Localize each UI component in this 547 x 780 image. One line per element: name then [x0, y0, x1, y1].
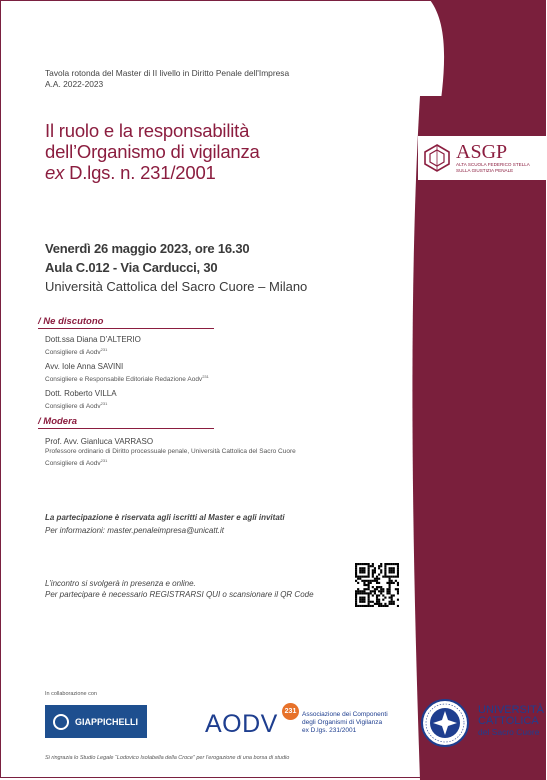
register-line-2[interactable]: Per partecipare è necessario REGISTRARSI QUI o scansionare il QR Code — [45, 590, 314, 599]
contact-email[interactable]: Per informazioni: master.penaleimpresa@unicatt.it — [45, 526, 225, 535]
giappichelli-logo — [45, 705, 147, 738]
discussant-role — [45, 345, 141, 357]
aodv-desc-3: ex D.lgs. 231/2001 — [302, 727, 357, 734]
page-title — [45, 120, 260, 183]
collab-label: In collaborazione con — [45, 691, 97, 697]
ucsc-line-3: del Sacro Cuore — [478, 727, 540, 737]
band-curve — [398, 96, 428, 780]
register-line-1: L’incontro si svolgerà in presenza e online. — [45, 579, 196, 588]
event-date: Venerdì 26 maggio 2023, ore 16.30 — [45, 241, 250, 256]
moderator-role-1: Professore ordinario di Diritto processuale penale, Università Cattolica del Sacro Cuore — [45, 448, 296, 455]
asgp-logo — [418, 136, 546, 180]
asgp-line2: SULLA GIUSTIZIA PENALE — [456, 168, 514, 173]
qr-code-icon — [355, 563, 399, 607]
aodv-badge: 231 — [282, 703, 299, 720]
discussant-name: Dott.ssa Diana D’ALTERIO — [45, 335, 141, 344]
title-line-1: Il ruolo e la responsabilità — [45, 120, 250, 141]
moderator-heading: / Modera — [38, 416, 78, 427]
asgp-line1: ALTA SCUOLA FEDERICO STELLA — [456, 162, 530, 167]
giappichelli-icon — [53, 714, 69, 730]
discussants-heading-text: Ne discutono — [43, 316, 104, 327]
ucsc-seal-icon — [420, 698, 470, 748]
discussant-role-text: Consigliere di Aodv — [45, 349, 101, 357]
discussant-role-text: Consigliere di Aodv — [45, 403, 101, 411]
moderator-role-2-text: Consigliere di Aodv — [45, 460, 101, 468]
aodv-logo-text: AODV — [205, 710, 278, 738]
giappichelli-text: GIAPPICHELLI — [75, 716, 139, 727]
title-line-3 — [45, 162, 260, 183]
decorative-band — [420, 96, 546, 780]
aodv-description — [302, 711, 388, 735]
asgp-acronym: ASGP — [456, 141, 508, 163]
moderator-rule — [38, 428, 214, 429]
discussant-role — [45, 399, 117, 411]
aodv-desc-1: Associazione dei Componenti — [302, 711, 388, 718]
discussant-3 — [45, 389, 117, 411]
discussant-name: Dott. Roberto VILLA — [45, 389, 117, 398]
asgp-emblem-icon — [422, 143, 452, 173]
ucsc-line-1: UNIVERSITÀ — [478, 704, 545, 716]
discussant-name: Avv. Iole Anna SAVINI — [45, 362, 124, 371]
role-sup: 231 — [100, 347, 108, 352]
moderator-role-2 — [45, 456, 296, 468]
ucsc-logo-text — [478, 705, 544, 738]
ucsc-line-2: CATTOLICA — [478, 715, 539, 727]
qr-code[interactable] — [355, 563, 399, 607]
aodv-desc-2: degli Organismi di Vigilanza — [302, 719, 383, 726]
title-line-2: dell’Organismo di vigilanza — [45, 141, 260, 162]
participation-note: La partecipazione è riservata agli iscritti al Master e agli invitati — [45, 513, 285, 522]
moderator-heading-text: Modera — [43, 416, 78, 427]
header-line-1: Tavola rotonda del Master di II livello in Diritto Penale dell'Impresa — [45, 68, 290, 78]
event-university: Università Cattolica del Sacro Cuore – Milano — [45, 279, 308, 294]
role-sup: 231 — [202, 374, 209, 379]
moderator-name: Prof. Avv. Gianluca VARRASO — [45, 437, 154, 446]
discussant-role-text: Consigliere e Responsabile Editoriale Redazione Aodv — [45, 376, 203, 384]
discussant-role — [45, 372, 209, 384]
title-ex: ex — [45, 162, 65, 183]
event-room: Aula C.012 - Via Carducci, 30 — [45, 260, 218, 275]
role-sup: 231 — [100, 458, 108, 463]
moderator — [45, 437, 296, 468]
title-decree: D.lgs. n. 231/2001 — [64, 162, 216, 183]
discussant-2 — [45, 362, 209, 384]
discussants-rule — [38, 328, 214, 329]
discussant-1 — [45, 335, 141, 357]
discussants-heading: / Ne discutono — [38, 316, 104, 327]
thanks-note: Si ringrazia lo Studio Legale “Lodovico Isolabella della Croce” per l’erogazione di una borsa di studio — [45, 755, 290, 761]
header-line-2: A.A. 2022-2023 — [45, 79, 104, 89]
role-sup: 231 — [100, 401, 108, 406]
